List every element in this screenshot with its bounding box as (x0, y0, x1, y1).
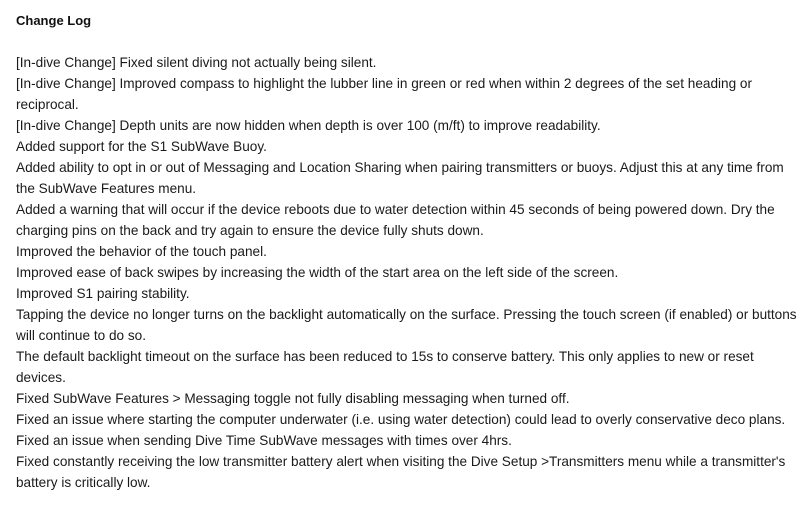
change-log-entry: The default backlight timeout on the surface has been reduced to 15s to conserve battery. This only applies to new or reset devices. (16, 349, 754, 385)
change-log-entry: Fixed an issue when sending Dive Time SubWave messages with times over 4hrs. (16, 433, 512, 448)
change-log-entry: Added a warning that will occur if the device reboots due to water detection within 45 seconds of being powered down. Dry the charging pins on the back and try again to ensure the device fully shuts down. (16, 202, 775, 238)
change-log-entry: Improved ease of back swipes by increasing the width of the start area on the left side of the screen. (16, 265, 619, 280)
change-log-entry: Added ability to opt in or out of Messaging and Location Sharing when pairing transmitters or buoys. Adjust this at any time from the SubWave Features menu. (16, 160, 784, 196)
change-log-list (16, 52, 800, 493)
change-log-entry: Improved S1 pairing stability. (16, 286, 190, 301)
change-log-entry: Fixed constantly receiving the low transmitter battery alert when visiting the Dive Setup >Transmitters menu while a transmitter's battery is critically low. (16, 454, 786, 490)
change-log-entry: Tapping the device no longer turns on the backlight automatically on the surface. Pressing the touch screen (if enabled) or buttons will continue to do so. (16, 307, 797, 343)
change-log-entry: Fixed SubWave Features > Messaging toggle not fully disabling messaging when turned off. (16, 391, 570, 406)
change-log-entry: Fixed an issue where starting the computer underwater (i.e. using water detection) could lead to overly conservative deco plans. (16, 412, 786, 427)
change-log-entry: [In-dive Change] Improved compass to highlight the lubber line in green or red when within 2 degrees of the set heading or reciprocal. (16, 76, 753, 112)
change-log-entry: Improved the behavior of the touch panel. (16, 244, 267, 259)
page-title: Change Log (16, 13, 92, 28)
change-log-entry: [In-dive Change] Fixed silent diving not actually being silent. (16, 55, 377, 70)
change-log-entry: [In-dive Change] Depth units are now hidden when depth is over 100 (m/ft) to improve readability. (16, 118, 601, 133)
change-log-entry: Added support for the S1 SubWave Buoy. (16, 139, 267, 154)
